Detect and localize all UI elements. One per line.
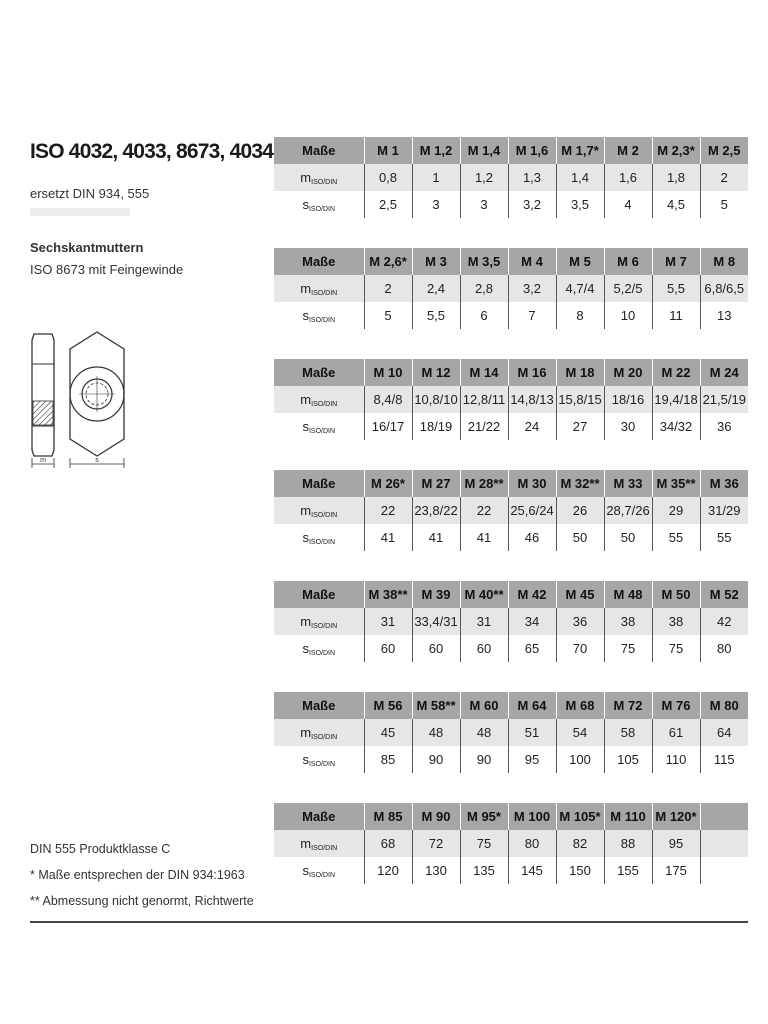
thread-size-cell: M 1,4: [460, 137, 508, 164]
thread-size-cell: M 35**: [652, 470, 700, 497]
row-label-m: [274, 719, 364, 746]
row-label-s: [274, 857, 364, 884]
value-cell: 2,5: [364, 191, 412, 218]
value-cell: 41: [460, 524, 508, 551]
thread-size-cell: M 85: [364, 803, 412, 830]
thread-size-cell: M 2,6*: [364, 248, 412, 275]
row-subscript: ISO/DIN: [311, 400, 338, 408]
value-cell: 33,4/31: [412, 608, 460, 635]
thread-size-cell: M 22: [652, 359, 700, 386]
value-cell: 41: [412, 524, 460, 551]
table-header-row: [274, 803, 748, 830]
value-cell: 18/16: [604, 386, 652, 413]
value-cell: 110: [652, 746, 700, 773]
row-label-m: [274, 497, 364, 524]
value-cell: 3,5: [556, 191, 604, 218]
value-cell: 34: [508, 608, 556, 635]
value-cell: 29: [652, 497, 700, 524]
thread-size-cell: M 1,2: [412, 137, 460, 164]
value-cell: 48: [460, 719, 508, 746]
row-subscript: ISO/DIN: [308, 760, 336, 768]
table-row-s: [274, 191, 748, 218]
value-cell: 5,2/5: [604, 275, 652, 302]
table-row-m: [274, 497, 748, 524]
value-cell: 1: [412, 164, 460, 191]
row-label-m: [274, 386, 364, 413]
value-cell: 95: [508, 746, 556, 773]
table-header-row: [274, 692, 748, 719]
row-letter: s: [302, 640, 309, 656]
value-cell: 4,5: [652, 191, 700, 218]
thread-size-cell: M 1,6: [508, 137, 556, 164]
thread-size-cell: M 36: [700, 470, 748, 497]
value-cell: 175: [652, 857, 700, 884]
thread-size-cell: M 39: [412, 581, 460, 608]
row-label-m: [274, 275, 364, 302]
row-label-header: Maße: [274, 137, 364, 164]
value-cell: 1,2: [460, 164, 508, 191]
value-cell: 30: [604, 413, 652, 440]
row-label-s: [274, 413, 364, 440]
thread-size-cell: M 4: [508, 248, 556, 275]
value-cell: 36: [556, 608, 604, 635]
row-subscript: ISO/DIN: [308, 316, 336, 324]
value-cell: 130: [412, 857, 460, 884]
table-row-s: [274, 524, 748, 551]
row-subscript: ISO/DIN: [308, 871, 336, 879]
row-label-header: Maße: [274, 803, 364, 830]
value-cell: 90: [460, 746, 508, 773]
value-cell: 5: [364, 302, 412, 329]
value-cell: 80: [508, 830, 556, 857]
value-cell: 6,8/6,5: [700, 275, 748, 302]
table-header-row: [274, 470, 748, 497]
footnotes: [30, 836, 254, 914]
value-cell: 12,8/11: [460, 386, 508, 413]
thread-size-cell: M 33: [604, 470, 652, 497]
row-label-s: [274, 191, 364, 218]
value-cell: 2,4: [412, 275, 460, 302]
thread-size-cell: M 3,5: [460, 248, 508, 275]
value-cell: 120: [364, 857, 412, 884]
value-cell: 45: [364, 719, 412, 746]
value-cell: 4: [604, 191, 652, 218]
size-table: [274, 470, 748, 551]
value-cell: 34/32: [652, 413, 700, 440]
value-cell: 55: [700, 524, 748, 551]
value-cell: 1,3: [508, 164, 556, 191]
size-table: [274, 803, 748, 884]
thread-size-cell: M 42: [508, 581, 556, 608]
row-subscript: ISO/DIN: [311, 511, 338, 519]
thread-size-cell: M 120*: [652, 803, 700, 830]
value-cell: 31: [364, 608, 412, 635]
size-table: [274, 359, 748, 440]
value-cell: 3,2: [508, 275, 556, 302]
row-label-header: Maße: [274, 248, 364, 275]
table-row-s: [274, 413, 748, 440]
table-row-m: [274, 275, 748, 302]
value-cell: 54: [556, 719, 604, 746]
row-label-m: [274, 164, 364, 191]
table-row-m: [274, 830, 748, 857]
value-cell: 25,6/24: [508, 497, 556, 524]
value-cell: 155: [604, 857, 652, 884]
row-letter: s: [302, 196, 309, 212]
thread-size-cell: M 90: [412, 803, 460, 830]
row-subscript: ISO/DIN: [308, 205, 336, 213]
value-cell: 135: [460, 857, 508, 884]
thread-size-cell: M 58**: [412, 692, 460, 719]
value-cell: 61: [652, 719, 700, 746]
table-header-row: [274, 248, 748, 275]
value-cell: 60: [364, 635, 412, 662]
thread-size-cell: [700, 803, 748, 830]
row-subscript: ISO/DIN: [308, 538, 336, 546]
single-star-footnote: * Maße entsprechen der DIN 934:1963: [30, 868, 245, 882]
size-table: [274, 137, 748, 218]
faded-text-placeholder: [30, 208, 130, 216]
row-label-s: [274, 302, 364, 329]
value-cell: 2: [364, 275, 412, 302]
value-cell: 18/19: [412, 413, 460, 440]
row-label-m: [274, 830, 364, 857]
row-subscript: ISO/DIN: [311, 289, 338, 297]
row-label-s: [274, 746, 364, 773]
thread-size-cell: M 14: [460, 359, 508, 386]
table-row-s: [274, 302, 748, 329]
value-cell: 1,4: [556, 164, 604, 191]
value-cell: 24: [508, 413, 556, 440]
value-cell: 50: [556, 524, 604, 551]
thread-size-cell: M 32**: [556, 470, 604, 497]
dimension-s-label: s: [95, 457, 99, 464]
value-cell: 5,5: [412, 302, 460, 329]
value-cell: 65: [508, 635, 556, 662]
value-cell: 51: [508, 719, 556, 746]
row-label-header: Maße: [274, 581, 364, 608]
product-heading: Sechskantmuttern: [30, 240, 144, 255]
value-cell: 50: [604, 524, 652, 551]
thread-size-cell: M 12: [412, 359, 460, 386]
value-cell: 13: [700, 302, 748, 329]
table-row-s: [274, 857, 748, 884]
value-cell: 60: [412, 635, 460, 662]
value-cell: 85: [364, 746, 412, 773]
page-title: ISO 4032, 4033, 8673, 4034: [30, 140, 274, 163]
thread-size-cell: M 52: [700, 581, 748, 608]
size-table: [274, 248, 748, 329]
row-letter: m: [300, 613, 312, 629]
thread-size-cell: M 3: [412, 248, 460, 275]
thread-size-cell: M 1,7*: [556, 137, 604, 164]
dimension-m-label: m: [40, 457, 46, 464]
value-cell: 31/29: [700, 497, 748, 524]
value-cell: 10: [604, 302, 652, 329]
row-letter: s: [302, 751, 309, 767]
thread-size-cell: M 56: [364, 692, 412, 719]
value-cell: 6: [460, 302, 508, 329]
value-cell: 75: [652, 635, 700, 662]
table-row-s: [274, 746, 748, 773]
thread-size-cell: M 80: [700, 692, 748, 719]
row-letter: s: [302, 418, 309, 434]
value-cell: 38: [604, 608, 652, 635]
value-cell: 10,8/10: [412, 386, 460, 413]
thread-size-cell: M 28**: [460, 470, 508, 497]
value-cell: 0,8: [364, 164, 412, 191]
value-cell: 150: [556, 857, 604, 884]
thread-size-cell: M 64: [508, 692, 556, 719]
value-cell: 70: [556, 635, 604, 662]
row-letter: m: [300, 280, 312, 296]
table-header-row: [274, 137, 748, 164]
value-cell: 42: [700, 608, 748, 635]
value-cell: 21/22: [460, 413, 508, 440]
thread-size-cell: M 24: [700, 359, 748, 386]
value-cell: 7: [508, 302, 556, 329]
thread-size-cell: M 100: [508, 803, 556, 830]
thread-size-cell: M 48: [604, 581, 652, 608]
table-header-row: [274, 581, 748, 608]
value-cell: 90: [412, 746, 460, 773]
thread-size-cell: M 20: [604, 359, 652, 386]
table-row-m: [274, 386, 748, 413]
row-label-header: Maße: [274, 359, 364, 386]
thread-size-cell: M 2,3*: [652, 137, 700, 164]
value-cell: 2,8: [460, 275, 508, 302]
value-cell: 15,8/15: [556, 386, 604, 413]
value-cell: 27: [556, 413, 604, 440]
thread-size-cell: M 8: [700, 248, 748, 275]
value-cell: 19,4/18: [652, 386, 700, 413]
value-cell: 60: [460, 635, 508, 662]
row-label-header: Maße: [274, 470, 364, 497]
table-header-row: [274, 359, 748, 386]
value-cell: 75: [460, 830, 508, 857]
value-cell: 46: [508, 524, 556, 551]
thread-size-cell: M 105*: [556, 803, 604, 830]
thread-size-cell: M 6: [604, 248, 652, 275]
value-cell: 3,2: [508, 191, 556, 218]
value-cell: 95: [652, 830, 700, 857]
row-letter: m: [300, 502, 312, 518]
value-cell: 31: [460, 608, 508, 635]
value-cell: 5: [700, 191, 748, 218]
row-letter: m: [300, 391, 312, 407]
table-row-m: [274, 719, 748, 746]
thread-size-cell: M 2: [604, 137, 652, 164]
value-cell: 145: [508, 857, 556, 884]
row-letter: s: [302, 307, 309, 323]
value-cell: 75: [604, 635, 652, 662]
value-cell: 64: [700, 719, 748, 746]
value-cell: 3: [412, 191, 460, 218]
value-cell: 8: [556, 302, 604, 329]
thread-size-cell: M 30: [508, 470, 556, 497]
thread-size-cell: M 76: [652, 692, 700, 719]
thread-size-cell: M 110: [604, 803, 652, 830]
value-cell: 72: [412, 830, 460, 857]
row-subscript: ISO/DIN: [308, 649, 336, 657]
size-table: [274, 581, 748, 662]
row-subscript: ISO/DIN: [311, 178, 338, 186]
table-row-s: [274, 635, 748, 662]
value-cell: 14,8/13: [508, 386, 556, 413]
thread-size-cell: M 50: [652, 581, 700, 608]
thread-size-cell: M 27: [412, 470, 460, 497]
thread-size-cell: M 5: [556, 248, 604, 275]
double-star-footnote: ** Abmessung nicht genormt, Richtwerte: [30, 894, 254, 908]
value-cell: 21,5/19: [700, 386, 748, 413]
value-cell: 105: [604, 746, 652, 773]
row-letter: m: [300, 724, 312, 740]
value-cell: [700, 857, 748, 884]
row-letter: m: [300, 835, 312, 851]
value-cell: 115: [700, 746, 748, 773]
value-cell: 100: [556, 746, 604, 773]
value-cell: 3: [460, 191, 508, 218]
value-cell: 36: [700, 413, 748, 440]
thread-size-cell: M 68: [556, 692, 604, 719]
row-subscript: ISO/DIN: [311, 733, 338, 741]
value-cell: 22: [460, 497, 508, 524]
value-cell: 11: [652, 302, 700, 329]
nut-front-view: [70, 332, 124, 468]
thread-size-cell: M 95*: [460, 803, 508, 830]
value-cell: 23,8/22: [412, 497, 460, 524]
row-label-m: [274, 608, 364, 635]
thread-size-cell: M 40**: [460, 581, 508, 608]
value-cell: 1,8: [652, 164, 700, 191]
page-subtitle: ersetzt DIN 934, 555: [30, 186, 150, 201]
thread-size-cell: M 18: [556, 359, 604, 386]
value-cell: 2: [700, 164, 748, 191]
table-row-m: [274, 164, 748, 191]
product-class-note: DIN 555 Produktklasse C: [30, 842, 171, 856]
row-label-s: [274, 635, 364, 662]
thread-size-cell: M 7: [652, 248, 700, 275]
thread-size-cell: M 1: [364, 137, 412, 164]
value-cell: 48: [412, 719, 460, 746]
value-cell: 88: [604, 830, 652, 857]
table-row-m: [274, 608, 748, 635]
value-cell: 68: [364, 830, 412, 857]
value-cell: 82: [556, 830, 604, 857]
nut-side-view: [32, 334, 54, 468]
value-cell: 22: [364, 497, 412, 524]
row-subscript: ISO/DIN: [311, 622, 338, 630]
value-cell: 28,7/26: [604, 497, 652, 524]
hex-nut-drawing: [30, 326, 130, 476]
value-cell: 41: [364, 524, 412, 551]
thread-size-cell: M 26*: [364, 470, 412, 497]
value-cell: 38: [652, 608, 700, 635]
value-cell: 80: [700, 635, 748, 662]
thread-size-cell: M 45: [556, 581, 604, 608]
value-cell: 55: [652, 524, 700, 551]
thread-size-cell: M 16: [508, 359, 556, 386]
value-cell: 26: [556, 497, 604, 524]
value-cell: [700, 830, 748, 857]
row-label-header: Maße: [274, 692, 364, 719]
value-cell: 5,5: [652, 275, 700, 302]
row-letter: m: [300, 169, 312, 185]
row-subscript: ISO/DIN: [311, 844, 338, 852]
value-cell: 58: [604, 719, 652, 746]
value-cell: 8,4/8: [364, 386, 412, 413]
row-subscript: ISO/DIN: [308, 427, 336, 435]
bottom-rule: [30, 921, 748, 923]
value-cell: 16/17: [364, 413, 412, 440]
row-letter: s: [302, 862, 309, 878]
thread-size-cell: M 60: [460, 692, 508, 719]
value-cell: 4,7/4: [556, 275, 604, 302]
thread-size-cell: M 10: [364, 359, 412, 386]
value-cell: 1,6: [604, 164, 652, 191]
thread-size-cell: M 38**: [364, 581, 412, 608]
product-subheading: ISO 8673 mit Feingewinde: [30, 262, 184, 277]
thread-size-cell: M 2,5: [700, 137, 748, 164]
row-label-s: [274, 524, 364, 551]
dimension-tables: [274, 137, 748, 914]
size-table: [274, 692, 748, 773]
thread-size-cell: M 72: [604, 692, 652, 719]
row-letter: s: [302, 529, 309, 545]
